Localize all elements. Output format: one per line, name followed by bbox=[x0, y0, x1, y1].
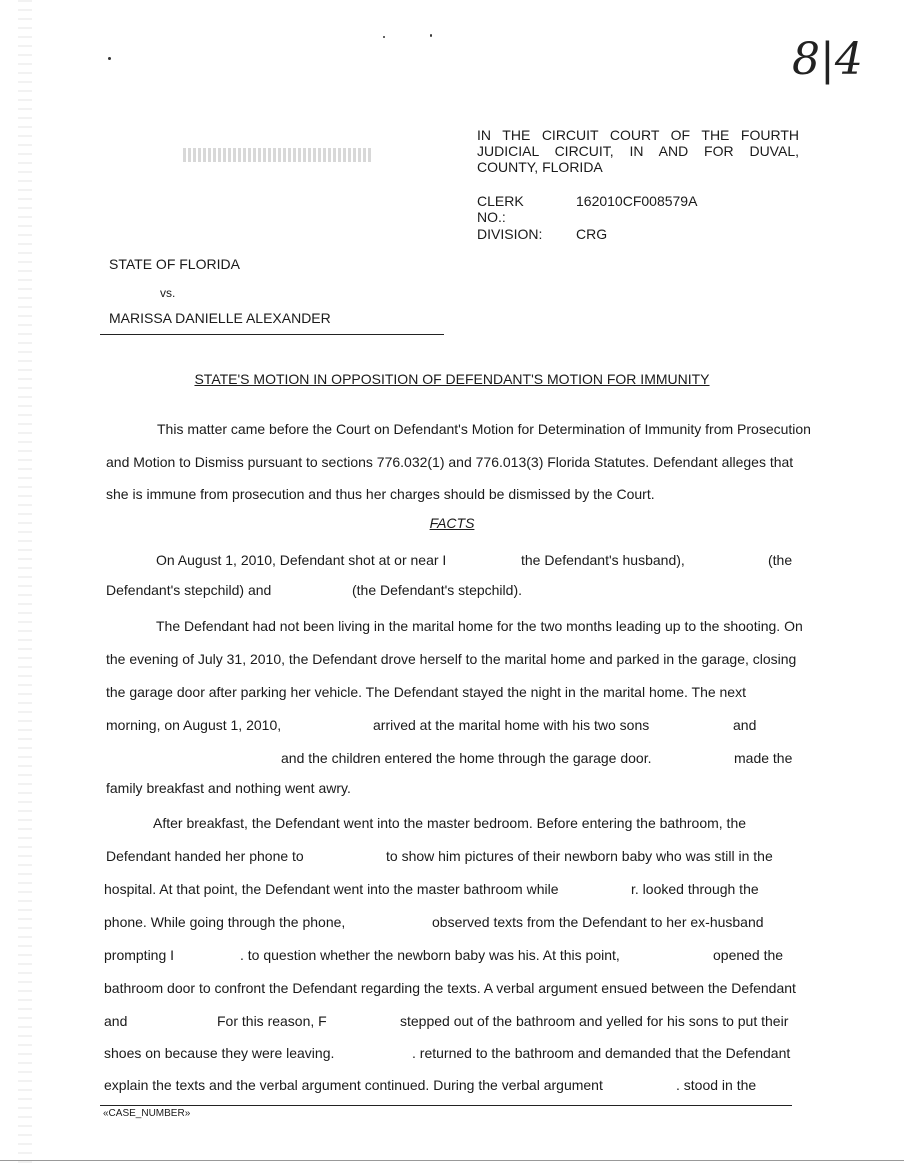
court-line-3: COUNTY, FLORIDA bbox=[477, 159, 603, 175]
scan-speck bbox=[383, 36, 385, 38]
p1-line-1c: (the bbox=[768, 552, 793, 568]
p3-line-5a: prompting I bbox=[104, 947, 175, 963]
p3-line-8b: . returned to the bathroom and demanded that the Defendant bbox=[412, 1045, 791, 1061]
p1-line-2b: (the Defendant's stepchild). bbox=[352, 582, 522, 598]
facts-heading: FACTS bbox=[429, 515, 475, 531]
scan-speck bbox=[430, 34, 432, 37]
faint-stamp-mark bbox=[183, 148, 373, 162]
division-label: DIVISION: bbox=[477, 226, 543, 242]
p3-line-2a: Defendant handed her phone to bbox=[106, 848, 304, 864]
scan-speck bbox=[108, 57, 111, 60]
p3-line-4b: observed texts from the Defendant to her ex-husband bbox=[432, 914, 764, 930]
p2-line-3: the garage door after parking her vehicle. The Defendant stayed the night in the marital home. The next bbox=[106, 684, 746, 700]
court-line-2: JUDICIAL CIRCUIT, IN AND FOR DUVAL, bbox=[477, 143, 799, 159]
p3-line-9a: explain the texts and the verbal argument continued. During the verbal argument bbox=[104, 1077, 603, 1093]
scan-edge-artifact bbox=[18, 0, 32, 1167]
p2-line-4a: morning, on August 1, 2010, bbox=[106, 717, 282, 733]
scan-bottom-edge bbox=[0, 1160, 904, 1161]
plaintiff-name: STATE OF FLORIDA bbox=[109, 256, 240, 272]
p2-line-5b: made the bbox=[734, 750, 793, 766]
p3-line-3b: r. looked through the bbox=[631, 881, 759, 897]
footer-rule bbox=[100, 1105, 792, 1106]
p3-line-7a: and bbox=[104, 1013, 128, 1029]
p3-line-2b: to show him pictures of their newborn baby who was still in the bbox=[386, 848, 773, 864]
caption-rule bbox=[100, 334, 444, 335]
p2-line-2: the evening of July 31, 2010, the Defendant drove herself to the marital home and parked in the garage, closing bbox=[106, 651, 797, 667]
p3-line-9b: . stood in the bbox=[676, 1077, 757, 1093]
court-line-1: IN THE CIRCUIT COURT OF THE FOURTH bbox=[477, 127, 799, 143]
division-value: CRG bbox=[576, 226, 608, 242]
handwritten-page-number: 8|4 bbox=[792, 34, 863, 85]
p2-line-4b: arrived at the marital home with his two sons bbox=[373, 717, 650, 733]
p1-line-2a: Defendant's stepchild) and bbox=[106, 582, 272, 598]
p2-line-1: The Defendant had not been living in the marital home for the two months leading up to the shooting. On bbox=[156, 618, 803, 634]
defendant-name: MARISSA DANIELLE ALEXANDER bbox=[109, 310, 331, 326]
p3-line-1: After breakfast, the Defendant went into the master bedroom. Before entering the bathroom, the bbox=[153, 815, 747, 831]
p3-line-3a: hospital. At that point, the Defendant went into the master bathroom while bbox=[104, 881, 559, 897]
p3-line-7c: stepped out of the bathroom and yelled for his sons to put their bbox=[400, 1013, 789, 1029]
p2-line-5a: and the children entered the home through the garage door. bbox=[281, 750, 652, 766]
court-header bbox=[477, 127, 799, 175]
p3-line-7b: For this reason, F bbox=[217, 1013, 327, 1029]
footer-case-number: «CASE_NUMBER» bbox=[103, 1108, 191, 1119]
intro-line-2: and Motion to Dismiss pursuant to sections 776.032(1) and 776.013(3) Florida Statutes. Defendant alleges that bbox=[106, 454, 794, 470]
p1-line-1a: On August 1, 2010, Defendant shot at or near I bbox=[156, 552, 447, 568]
p3-line-6: bathroom door to confront the Defendant regarding the texts. A verbal argument ensued between the Defendant bbox=[104, 980, 796, 996]
p3-line-4a: phone. While going through the phone, bbox=[104, 914, 346, 930]
p3-line-5c: opened the bbox=[713, 947, 784, 963]
p3-line-8a: shoes on because they were leaving. bbox=[104, 1045, 335, 1061]
versus-label: vs. bbox=[160, 286, 176, 300]
intro-line-3: she is immune from prosecution and thus her charges should be dismissed by the Court. bbox=[106, 486, 655, 502]
document-title: STATE'S MOTION IN OPPOSITION OF DEFENDANT'S MOTION FOR IMMUNITY bbox=[194, 371, 710, 387]
intro-line-1: This matter came before the Court on Defendant's Motion for Determination of Immunity from Prosecution bbox=[157, 421, 811, 437]
p2-line-6: family breakfast and nothing went awry. bbox=[106, 780, 351, 796]
clerk-number-value: 162010CF008579A bbox=[576, 193, 698, 209]
p2-line-4c: and bbox=[733, 717, 757, 733]
p3-line-5b: . to question whether the newborn baby was his. At this point, bbox=[240, 947, 620, 963]
clerk-number-label: CLERK NO.: bbox=[477, 193, 524, 225]
p1-line-1b: the Defendant's husband), bbox=[521, 552, 685, 568]
